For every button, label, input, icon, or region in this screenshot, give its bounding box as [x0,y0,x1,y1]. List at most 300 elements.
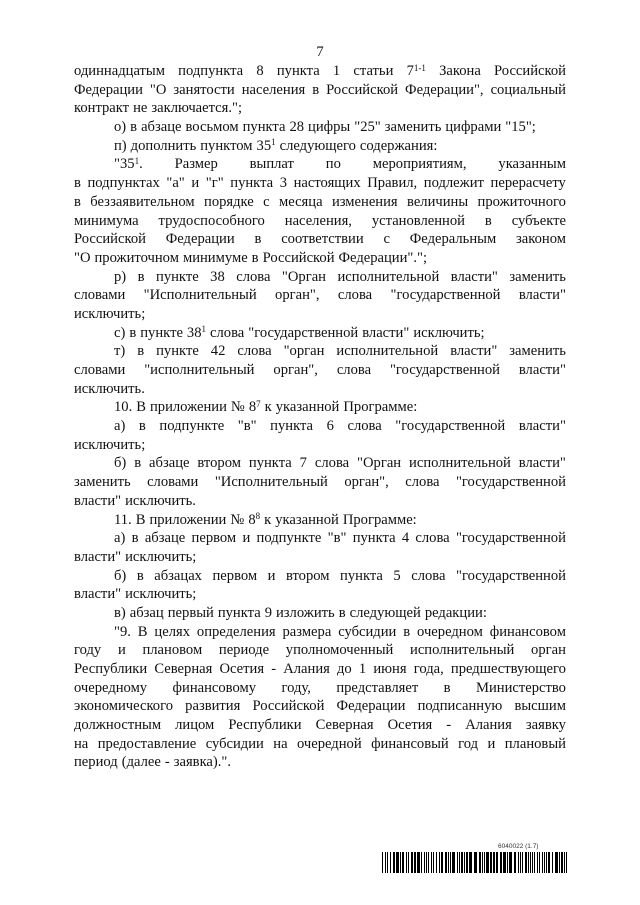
word: "Исполнительный [214,474,328,491]
word: $38^1$ [186,324,207,341]
word: цифрами [445,119,502,136]
word: 38 [210,268,225,285]
word: Российской [252,698,325,715]
text-line [74,62,566,81]
document-code: 6040022 (1.7) [498,843,539,850]
word: очередному [74,679,148,696]
word: исключить; [125,586,197,603]
word: - [271,661,277,677]
word: слова [347,418,382,435]
word: приложении [149,511,227,528]
word: "Исполнительный [143,287,257,304]
word: минимуме [182,249,248,266]
word: (далее [121,754,161,771]
word: 10. [114,399,133,416]
word: в [129,324,137,341]
text-line [74,753,566,772]
word: в [443,679,451,696]
text-line [74,417,566,436]
word: предшествующего [450,661,566,677]
word: "15"; [505,119,536,136]
word: очередной [296,735,362,752]
word: высшим [514,698,566,715]
word: 8 [256,63,264,79]
word: в [130,119,138,136]
word: пункте [140,324,183,341]
word: слова [236,268,271,285]
word: заменить [509,268,566,285]
word: абзаце [144,530,186,547]
text-line [74,529,566,548]
word: орган [531,642,566,659]
word: беззаявительном [90,193,195,210]
word: к [264,511,272,528]
word: абзац [129,604,164,621]
word: заявку [525,717,566,734]
text-line [74,623,566,642]
word: словами [74,362,126,378]
word: исключить; [74,436,146,453]
word: должностным [74,717,162,734]
text-line [74,137,566,156]
text-line [74,380,566,399]
word: Программе: [343,399,418,416]
word: порядке [204,193,254,210]
word: в [137,268,145,285]
word: слова [314,455,350,472]
word: уполномоченный [285,642,394,659]
text-line [74,212,566,231]
word: "государственной [248,324,359,341]
word: Федерации [74,81,143,98]
word: выплат [249,156,294,173]
word: "О [74,249,91,266]
word: подписанную [417,698,503,715]
word: орган", [344,474,389,491]
word: следующего [279,137,356,154]
word: субсидии [338,623,397,640]
word: года, [413,661,444,677]
word: 9 [264,604,272,621]
text-line [74,305,566,324]
word: а) [114,530,126,547]
word: месяца [279,193,323,210]
word: субсидии [205,735,264,752]
word: с [383,231,390,248]
text-line [74,716,566,735]
word: заявка).". [173,754,232,771]
word: в [138,418,146,435]
text-line [74,641,566,660]
word: исполнительной [409,455,511,472]
word: слова [411,567,446,584]
word: "государственной [455,530,566,547]
word: на [273,735,288,752]
word: р) [114,268,127,285]
word: первом [212,567,258,584]
word: размера [282,623,332,640]
word: в [251,249,259,266]
word: "25" [354,119,381,136]
word: июня [373,661,407,677]
text-line [74,492,566,511]
word: власти" [518,455,566,472]
text-line [74,342,566,361]
word: в [312,81,320,98]
word: не [133,100,148,117]
word: власти" [450,343,498,360]
word: - [446,717,452,734]
word: "О [149,81,167,98]
word: лицом [175,717,215,734]
word: Северная [315,717,374,734]
word: социальный [490,81,566,98]
word: словами [147,474,199,491]
word: Осетия [219,661,265,677]
word: пункта [242,119,286,136]
word: одиннадцатым [74,63,165,79]
word: № [230,511,245,528]
word: слова [237,343,272,360]
text-line [74,99,566,118]
word: пункта [270,418,314,435]
text-line [74,511,566,530]
word: целях [154,623,191,640]
word: субъекте [511,212,566,229]
word: настоящих [293,175,361,192]
word: пункта [217,604,261,621]
word: Размер [174,156,218,173]
word: слова [210,324,245,341]
word: подпункте [159,418,225,435]
word: 1 [332,63,341,79]
word: 1 [358,661,367,677]
word: исключить; [74,305,146,322]
word: и [242,530,251,547]
word: периоде [218,642,270,659]
word: Алания [465,717,512,734]
word: в [137,343,145,360]
word: исполнительной [337,268,440,285]
word: "государственной [455,567,566,584]
word: 3 [279,175,288,192]
word: по [325,156,341,173]
word: цифры [308,119,351,136]
word: б) [114,567,127,584]
word: 5 [393,567,401,584]
word: пункте [156,268,199,285]
word: указанной [275,399,340,416]
word: занятости [173,81,235,98]
word: пункта [352,530,396,547]
word: орган", [273,362,318,378]
barcode-icon [382,852,568,873]
word: на [74,735,89,752]
word: подпункте [256,530,322,547]
text-line [74,249,566,268]
word: 42 [210,343,226,360]
word: в [484,212,492,229]
word: Алания [283,661,330,677]
word: В [135,511,146,528]
word: "$35^1$. [114,155,143,173]
word: представляет [336,679,419,696]
text-line [74,324,566,343]
word: власти" [74,492,122,509]
word: "г" [205,175,224,192]
word: первом [191,530,237,547]
word: № [230,399,245,416]
word: "орган [283,343,325,360]
word: абзацах [154,567,202,584]
word: первый [167,604,214,621]
word: определения [196,623,276,640]
word: следующей [349,604,421,621]
word: слова [415,530,450,547]
word: о) [114,119,127,136]
word: Российской [326,81,399,98]
word: развития [185,698,241,715]
word: В [137,623,148,640]
text-line [74,679,566,698]
word: исключить; [413,324,485,341]
text-line [74,155,566,174]
word: приложении [149,399,227,416]
word: в [338,604,346,621]
word: в) [114,604,126,621]
word: власти" [518,418,566,435]
word: втором [285,567,330,584]
page-number: 7 [316,44,324,60]
word: в [254,231,262,248]
word: к [264,399,272,416]
word: а) [114,418,126,435]
word: - [164,754,170,771]
word: содержания: [359,137,438,154]
word: "а" [166,175,185,192]
word: прожиточном [94,249,179,266]
word: Федерации [336,698,406,715]
word: 28 [289,119,305,136]
word: абзаце [141,119,182,136]
word: Министерство [476,679,566,696]
word: Федеральным [409,231,497,248]
text-line [74,174,566,193]
word: заключается."; [151,100,243,117]
word: Республики [74,661,148,677]
word: В [136,399,146,416]
word: году [74,642,102,659]
word: $8^7$ [248,398,261,416]
word: исключить; [125,548,197,565]
word: власти" [362,324,410,341]
word: Российской [74,231,146,248]
word: Федерации", [405,81,484,98]
word: "Орган [357,455,402,472]
word: в [131,530,139,547]
text-line [74,473,566,492]
text-line [74,697,566,716]
word: финансовому [172,679,257,696]
word: абзаце [149,455,190,472]
word: в [74,193,81,210]
word: изложить [275,604,335,621]
word: заменить [74,474,131,491]
word: Российской [262,249,335,266]
word: слова [337,287,373,304]
word: "в" [327,530,347,547]
word: Программе: [342,511,417,528]
word: "Орган [281,268,326,285]
word: изменения [331,193,398,210]
word: слова [336,362,372,378]
word: $35^1$ [256,137,276,154]
word: "исполнительный [144,362,255,378]
word: прожиточного [477,193,566,210]
word: власти" [518,287,566,304]
word: восьмом [185,119,239,136]
word: словами [74,287,126,304]
word: пункта [230,175,274,192]
word: предоставление [97,735,197,752]
word: "государственной [390,287,501,304]
word: п) [114,137,127,154]
word: исполнительной [336,343,439,360]
word: заменить [509,343,566,360]
word: пунктом [200,137,253,154]
word: "9. [114,623,131,640]
word: трудоспособного [158,212,265,229]
word: "в" [237,418,257,435]
word: контракт [74,100,130,117]
word: финансовом [489,623,566,640]
word: в [74,175,81,192]
word: экономического [74,698,174,715]
word: заменить [384,119,442,136]
word: исполнительный [410,642,515,659]
word: $8^8$ [248,511,261,528]
text-line [74,81,566,100]
word: плановый [504,735,566,752]
word: в [136,567,144,584]
word: подлежит [423,175,484,192]
word: с) [114,324,126,341]
word: дополнить [130,137,197,154]
word: редакции: [424,604,487,621]
word: Закона [439,63,481,79]
word: финансовый [371,735,449,752]
word: "государственной [455,474,566,491]
text-line [74,660,566,679]
word: власти" [518,362,566,378]
word: указанной [275,511,339,528]
word: 6 [326,418,334,435]
text-line [74,604,566,623]
word: плановом [142,642,203,659]
word: слова [405,474,440,491]
document-body [74,62,566,772]
text-line [74,286,566,305]
word: величины [407,193,469,210]
word: подпункта [178,63,244,79]
word: до [337,661,352,677]
word: и [117,642,126,659]
word: 11. [114,511,132,528]
text-line [74,193,566,212]
word: населения, [284,212,352,229]
word: втором [197,455,241,472]
text-line [74,361,566,380]
word: власти" [74,586,122,603]
text-line [74,398,566,417]
word: пункта [248,455,292,472]
text-line [74,585,566,604]
word: установленной [371,212,465,229]
word: и [267,567,276,584]
word: исключить. [74,380,145,397]
word: законом [516,231,566,248]
word: подпунктах [87,175,160,192]
word: 4 [401,530,410,547]
word: в [134,455,142,472]
word: мероприятиям, [372,156,467,173]
word: власти" [450,268,498,285]
word: период [74,754,118,771]
word: соответствии [281,231,364,248]
word: перерасчету [490,175,566,192]
text-line [74,548,566,567]
word: Правил, [367,175,418,192]
word: "государственной [389,362,500,378]
word: указанным [498,156,566,173]
word: с [263,193,270,210]
word: "государственной [395,418,506,435]
text-line [74,567,566,586]
word: статьи [353,63,394,79]
word: орган", [275,287,320,304]
word: Российской [494,63,566,79]
word: год [458,735,479,752]
word: и [191,175,200,192]
word: пункта [276,63,320,79]
word: б) [114,455,127,472]
word: пункта [340,567,383,584]
word: 7 [299,455,307,472]
text-line [74,454,566,473]
word: минимума [74,212,139,229]
text-line [74,735,566,754]
text-line [74,118,566,137]
word: в [403,623,411,640]
word: Северная [154,661,213,677]
word: Федерации"."; [338,249,428,266]
word: Федерации [165,231,235,248]
word: и [487,735,496,752]
text-line [74,230,566,249]
word: т) [114,343,126,360]
word: году, [281,679,311,696]
word: Осетия [387,717,433,734]
text-line [74,268,566,287]
word: власти" [74,548,122,565]
word: исключить. [125,492,196,509]
word: очередном [417,623,483,640]
word: 7$^{1-1}$ [406,62,426,79]
word: пункте [156,343,199,360]
word: населения [241,81,306,98]
text-line [74,436,566,455]
word: Республики [228,717,302,734]
